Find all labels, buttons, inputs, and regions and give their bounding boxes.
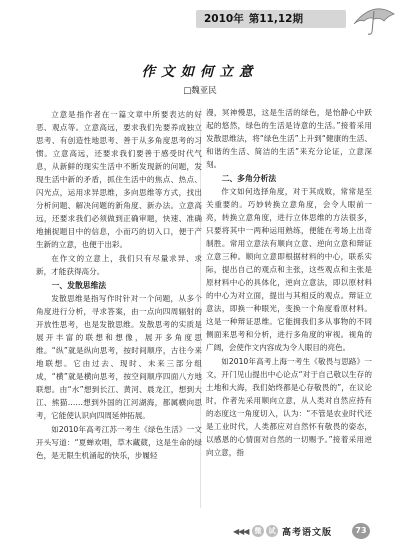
paragraph: 如2010年高考江苏一考生《绿色生活》一文开头写道：“夏蝉欢唱，草木藏葳，这是生命的绿色，是无限生机涌起的快乐，步履轻 [36,425,202,460]
section-heading: 二、多角分析法 [221,174,277,183]
section-heading: 一、发散思维法 [51,281,107,290]
paragraph: 发散思维是指写作时针对一个问题，从多个角度进行分析，寻求答案，由一点向四周辐射的开放性思考，也是发散思维。发散思考的实质是展开丰富的联想和想像，展开多角度思维。“纵”就是纵向思考，按时间顺序，古往今来地联想。它由过去、现时、未来三部分组成，“横”就是横向思考，按空间顺序四面八方地联想。由“水”想到长江、黄河、晨龙江，想到大江、熊猫……想到外国的江河湖海，都属横向思考，它能使认识向四周延伸拓展。 [36,294,202,420]
paragraph-continued: 漫，冥神慢思，这是生活的绿色，是怡静心中跃起的悠然，绿色的生活是诗意的生活。”接着采用发散思维法，将“绿色生活”上升到“健康的生活、和谐的生活、简洁的生活”来充分论证，立意深刻。 [206,108,372,169]
left-column [36,108,202,513]
paragraph: 作文如何选择角度，对于其成败，常常是至关重要的。巧妙转换立意角度，会令人眼前一亮，转换立意角度，进行立体思维的方法很多，只要将其中一两种运用熟练，便能在考场上出奇制胜。常用立意法有顺向立意、逆向立意和辩证立意三种。顺向立意即根据材料的中心，联系实际，提出自己的观点和主张，这些观点和主张是原材料中心的具体化，逆向立意法，即以原材料的中心为对立面，提出与其相反的观点。辩证立意法，即换一种眼光，变换一个角度看原材料。这是一种辩证思维。它能拥我们多从事物的不同侧面来思考和分析，进行多角度的审视。视角的广阔，会使作文内容成为令人眼目的亮色。 [206,187,372,352]
right-column [206,106,372,511]
page-footer [0,522,400,542]
page-number: 73 [352,523,370,539]
journal-logo-icon: 微 [252,525,264,537]
journal-name: 高考语文版 [282,528,333,538]
article-author: □魏亚民 [183,86,217,96]
arrows-icon: ◀◀◀ [233,527,249,536]
umbrella-icon [350,2,396,36]
paragraph: 在作文的立意上，我们只有尽量求异、求新，才能获得高分。 [36,254,202,276]
issue-year: 2010年 [204,13,244,25]
article-title: 作文如何立意 [141,64,259,80]
issue-info [204,11,354,27]
page-header [0,0,400,34]
paragraph: 立意是指作者在一篇文章中所要表达的好恶、观点等。立意高远，要求我们先要养成独立思考、有创造性地思考、善于从多角度思考的习惯。立意高远，还要求我们要善于感受时代气息，从新鲜的现实生活中不断发现新的问题，发现生活中新的矛盾，抓住生活中的焦点、热点、闪光点，运用求异思维，多向思维等方式，找出分析问题、解决问题的新角度、新办法。立意高远，还要求我们必须做到正确审题，快速、准确地捕捉题目中的信息，小而巧的切入口，便于产生新的立意，也便于出彩。 [36,110,202,249]
paragraph: 如2010年高考上海一考生《敬畏与思路》一文，开门见山提出中心论点“对于自己敬以生存的土地和大海，我们始终都是心存敬畏的”，在议论时，作者先采用顺向立意，从人类对自然应持有的态度这一角度切入，认为：“不管是农业时代还是工业时代，人类都应对自然怀有敬畏的姿态，以感恩的心情面对自然的一切赐予。”接着采用逆向立意，指 [206,357,372,457]
journal-logo-icon: 试 [266,525,278,537]
issue-number: 第11,12期 [248,13,303,25]
